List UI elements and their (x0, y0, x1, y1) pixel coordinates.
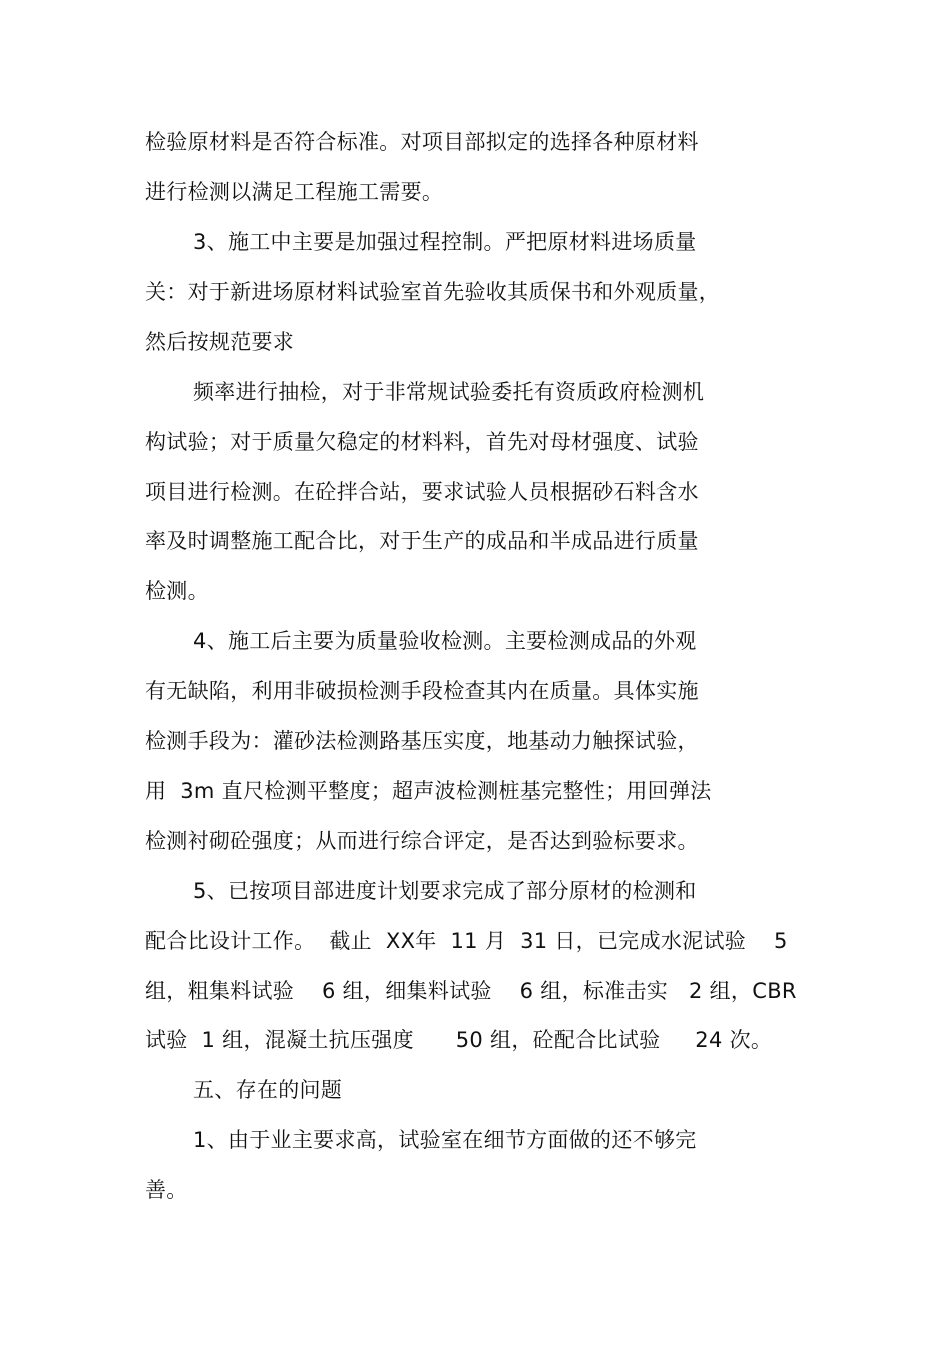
text-line: 组，粗集料试验 6 组，细集料试验 6 组，标准击实 2 组，CBR (145, 979, 797, 1003)
text-line: 检验原材料是否符合标准。对项目部拟定的选择各种原材料 (145, 130, 699, 154)
text-line: 进行检测以满足工程施工需要。 (145, 180, 444, 204)
paragraph-start-line: 1、由于业主要求高，试验室在细节方面做的还不够完 (193, 1128, 697, 1152)
text-line: 检测手段为：灌砂法检测路基压实度，地基动力触探试验， (145, 729, 699, 753)
paragraph-start-line: 3、施工中主要是加强过程控制。严把原材料进场质量 (193, 230, 697, 254)
text-line: 构试验；对于质量欠稳定的材料料，首先对母材强度、试验 (145, 430, 699, 454)
paragraph-start-line: 5、已按项目部进度计划要求完成了部分原材的检测和 (193, 879, 697, 903)
text-line: 用 3m 直尺检测平整度；超声波检测桩基完整性；用回弹法 (145, 779, 712, 803)
text-line: 善。 (145, 1178, 188, 1202)
text-line: 然后按规范要求 (145, 330, 295, 354)
paragraph-start-line: 4、施工后主要为质量验收检测。主要检测成品的外观 (193, 629, 697, 653)
text-line: 有无缺陷，利用非破损检测手段检查其内在质量。具体实施 (145, 679, 699, 703)
text-line: 配合比设计工作。 截止 XX年 11 月 31 日，已完成水泥试验 5 (145, 929, 788, 953)
paragraph-start-line: 频率进行抽检，对于非常规试验委托有资质政府检测机 (193, 380, 705, 404)
section-heading: 五、存在的问题 (193, 1078, 343, 1102)
text-line: 检测衬砌砼强度；从而进行综合评定，是否达到验标要求。 (145, 829, 699, 853)
text-line: 项目进行检测。在砼拌合站，要求试验人员根据砂石料含水 (145, 480, 699, 504)
text-line: 试验 1 组，混凝土抗压强度 50 组，砼配合比试验 24 次。 (145, 1028, 773, 1052)
text-line: 率及时调整施工配合比，对于生产的成品和半成品进行质量 (145, 529, 699, 553)
text-line: 检测。 (145, 579, 209, 603)
text-line: 关：对于新进场原材料试验室首先验收其质保书和外观质量， (145, 280, 721, 304)
